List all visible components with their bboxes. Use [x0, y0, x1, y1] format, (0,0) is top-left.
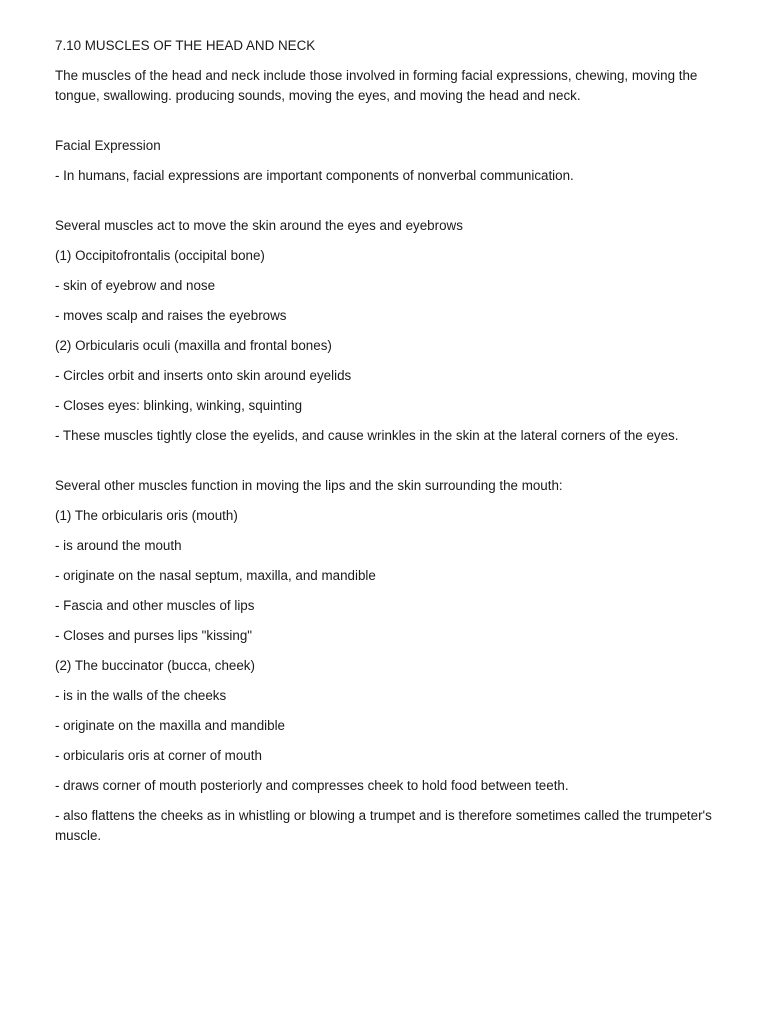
list-item: - is in the walls of the cheeks	[55, 688, 227, 703]
list-item: - skin of eyebrow and nose	[55, 278, 216, 293]
list-item: - Circles orbit and inserts onto skin around eyelids	[55, 368, 352, 383]
list-item: - orbicularis oris at corner of mouth	[55, 748, 262, 763]
list-item: - draws corner of mouth posteriorly and compresses cheek to hold food between teeth.	[55, 778, 569, 793]
list-item: - Closes and purses lips "kissing"	[55, 628, 253, 643]
eyes-section-heading: Several muscles act to move the skin around the eyes and eyebrows	[55, 218, 463, 233]
mouth-section-heading: Several other muscles function in moving the lips and the skin surrounding the mouth:	[55, 478, 563, 493]
list-item: - Closes eyes: blinking, winking, squinting	[55, 398, 303, 413]
document-title: 7.10 MUSCLES OF THE HEAD AND NECK	[55, 38, 316, 53]
list-item: - These muscles tightly close the eyelids, and cause wrinkles in the skin at the lateral corners of the eyes.	[55, 428, 679, 443]
list-item: (2) Orbicularis oculi (maxilla and frontal bones)	[55, 338, 332, 353]
section-heading-facial-expression: Facial Expression	[55, 138, 161, 153]
list-item: - originate on the nasal septum, maxilla, and mandible	[55, 568, 376, 583]
spacer	[55, 456, 715, 476]
list-item: - is around the mouth	[55, 538, 182, 553]
spacer	[55, 116, 715, 136]
intro-paragraph: The muscles of the head and neck include those involved in forming facial expressions, chewing, moving the tongue, swallowing. producing sounds, moving the eyes, and moving the head and neck.	[55, 68, 698, 103]
list-item: - Fascia and other muscles of lips	[55, 598, 255, 613]
list-item: (1) Occipitofrontalis (occipital bone)	[55, 248, 265, 263]
list-item: - also flattens the cheeks as in whistling or blowing a trumpet and is therefore sometimes called the trumpeter's muscle.	[55, 808, 712, 843]
list-item: (2) The buccinator (bucca, cheek)	[55, 658, 255, 673]
facial-expression-note: - In humans, facial expressions are important components of nonverbal communication.	[55, 168, 574, 183]
list-item: - moves scalp and raises the eyebrows	[55, 308, 287, 323]
document-page	[55, 36, 715, 856]
list-item: (1) The orbicularis oris (mouth)	[55, 508, 238, 523]
list-item: - originate on the maxilla and mandible	[55, 718, 286, 733]
spacer	[55, 196, 715, 216]
